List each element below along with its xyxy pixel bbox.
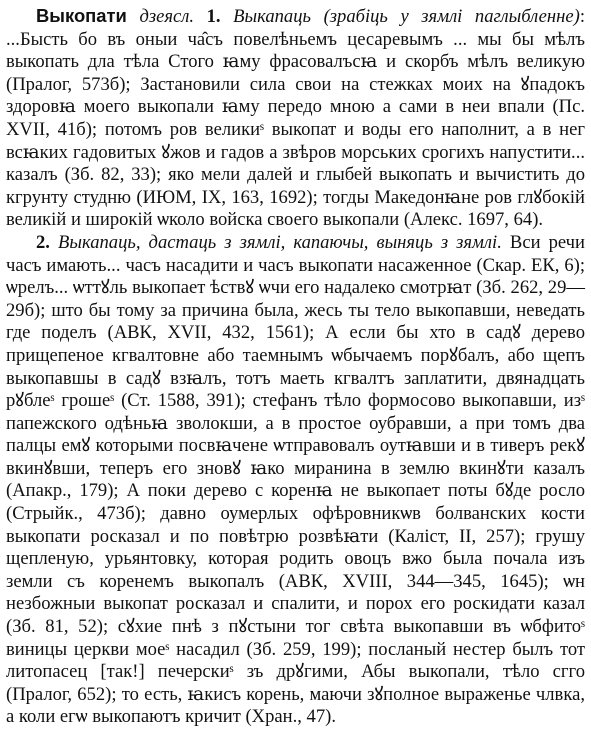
sense-citations-2: Вси речи часъ имають... часъ насадити и часъ выкопати насаженное (Скар. ЕК, 6); ѡрелъ... ѡттꙋль выкопает ѣствꙋ ѡчи его надалеко смотрꙗт (Зб. 262, 29—29б); што бы тому за причина была, жесь ты тело выкопавши, неведать где поделъ (АВК, XVII, 432, 1561); А если бы хто в садꙋ дерево прищепеное кгвалтовне або таемнымъ ѡбычаемъ порꙋбалъ, або щепъ выкопавшы в садꙋ взꙗлъ, тотъ маеть кгвалтъ заплатити, двянадцать рꙋблеˢ грошеˢ (Ст. 1588, 391); стефанъ тѣло формосово выкопавши, изˢ папежского одѣньꙗ зволокши, а в простое оубравши, а при томъ два палцы емꙋ которыми посвꙗчене ѡтправовалъ оутꙗвши и в тиверъ рекꙋ вкинꙋвши, теперъ его зновꙋ ꙗко миранина в землю вкинꙋти казалъ (Апакр., 179); А поки дерево с коренꙗ не выкопает поты бꙋде росло (Стрыйк., 473б); давно оумерлых офѣровникѡв болванских кости выкопати росказал и по повѣтрю розвѣꙗти (Калiст, II, 257); грушу щепленую, урьянтовку, которая родить овоцъ вжо была почала изъ земли съ коренемъ выкопалъ (АВК, XVIII, 344—345, 1645); ѡн незбожныи выкопат росказал и спалити, и порох его роскидати казал (Зб. 81, 52); сꙋхие пнѣ з пꙋстыни тог свѣта выкопавши въ ѡбфитоˢ виницы церкви моеˢ насадил (Зб. 259, 199); посланый нестер былъ тот литопасец [так!] печерскиˢ зъ дрꙋгими, Абы выкопали, тѣло сгго (Пралог, 652); то есть, ꙗкисъ корень, маючи зꙋполное выраженье члвка, а коли егѡ выкопаютъ кричит (Хран., 47). bbox=[6, 231, 585, 728]
sense-gloss-1: Выкапаць (зрабіць у зямлі паглыбленне) bbox=[233, 6, 580, 27]
sense-gloss-2: Выкапаць, дастаць з зямлі, капаючы, выняць з зямлі. bbox=[58, 231, 502, 253]
grammar-label: дзеясл. bbox=[139, 6, 195, 27]
sense-number-2: 2. bbox=[36, 231, 50, 253]
entry-sense-2 bbox=[6, 232, 585, 729]
entry-sense-1 bbox=[6, 5, 585, 232]
sense-citations-1: : ...Бысть бо въ оныи ча̂съ повелѣньемъ цесаревымъ ... мы бы мѣлъ выкопать дла тѣла Стого ꙗму фрасовалъсꙗ и скорбъ мѣлъ великую (Пралог, 573б); Застановили сила свои на стежках моих на ꙋпадокъ здоровꙗ моего выкопали ꙗму передо мною а сами в неи впали (Пс. XVII, 41б); потомъ ров великиˢ выкопат и воды его наполнит, а в нег всꙗких гадовитых ꙋжов и гадов а звѣров морських срогихъ напустити... казалъ (Зб. 82, 33); яко мели далей и глыбей выкопать и вычистить до кгрунту студню (ИЮМ, IX, 163, 1692); тогды Македонꙗне ров глꙋбокій великій и широкій ѡколо войска своего выкопали (Алекс. 1697, 64). bbox=[6, 6, 586, 231]
headword: Выкопати bbox=[36, 5, 127, 26]
sense-number-1: 1. bbox=[206, 6, 221, 27]
